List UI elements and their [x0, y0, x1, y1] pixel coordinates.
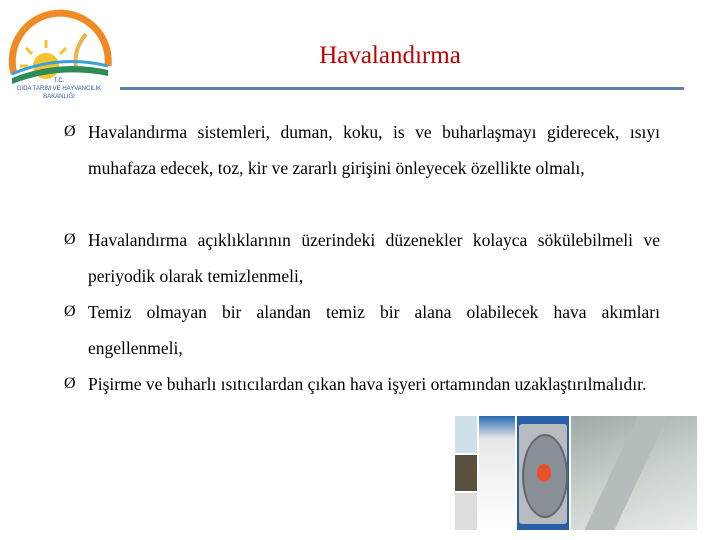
arrow-bullet-icon: Ø: [64, 375, 76, 392]
ministry-logo: [4, 4, 114, 104]
ceiling-duct-photo: [571, 416, 697, 530]
ventilation-photos: [455, 416, 697, 530]
arrow-bullet-icon: Ø: [64, 303, 76, 320]
bullet-text: Havalandırma sistemleri, duman, koku, is ve buharlaşmayı giderecek, ısıyı muhafaza edecek, toz, kir ve zararlı girişini önleyecek özellikte olmalı,: [88, 122, 660, 178]
page-title: Havalandırma: [319, 42, 461, 69]
bullet-item: [64, 366, 660, 402]
bullet-text: Havalandırma açıklıklarının üzerindeki düzenekler kolayca sökülebilmeli ve periyodik olarak temizlenmeli,: [88, 230, 660, 286]
arrow-bullet-icon: Ø: [64, 231, 76, 248]
logo-text-1: T.C.: [53, 78, 65, 84]
logo-text-3: BAKANLIĞI: [43, 94, 75, 100]
bullet-text: Temiz olmayan bir alandan temiz bir alana olabilecek hava akımları engellenmeli,: [88, 302, 660, 358]
arrow-bullet-icon: Ø: [64, 123, 76, 140]
bullet-item: [64, 294, 660, 366]
bullet-item: [64, 222, 660, 294]
bullet-text: Pişirme ve buharlı ısıtıcılardan çıkan hava işyeri ortamından uzaklaştırılmalıdır.: [88, 374, 647, 394]
small-fans-photo: [455, 416, 477, 530]
axial-fan-photo: [517, 416, 569, 530]
wall-fan-photo: [479, 416, 515, 530]
title-divider: [120, 87, 684, 90]
logo-text-2: GIDA TARIM VE HAYVANCILIK: [16, 86, 102, 92]
bullet-item: [64, 114, 660, 186]
